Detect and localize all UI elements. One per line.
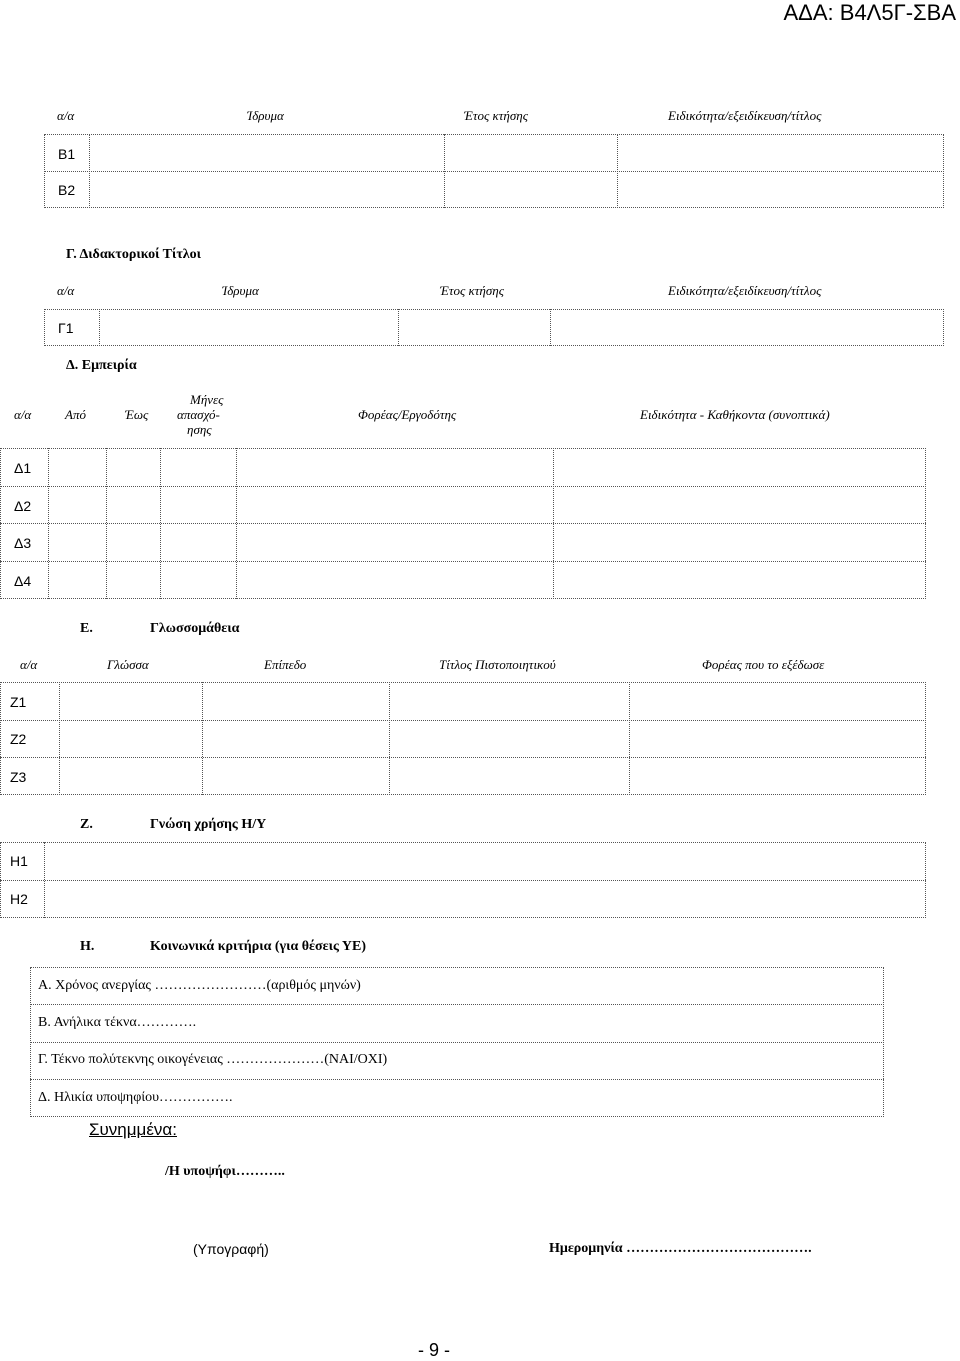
d-col-aa: α/α <box>14 407 32 422</box>
z-row-1: Η1 <box>10 853 28 869</box>
d-row-2: Δ2 <box>14 498 32 514</box>
b-col-year: Έτος κτήσης <box>464 108 528 123</box>
d-row-1: Δ1 <box>14 460 32 476</box>
b-row-1: Β1 <box>58 146 76 162</box>
e-row-1: Ζ1 <box>10 694 27 710</box>
section-z-letter: Ζ. <box>80 817 93 832</box>
e-col-level: Επίπεδο <box>264 657 307 672</box>
e-row-2: Ζ2 <box>10 731 27 747</box>
c-table <box>44 309 944 346</box>
h-row-age: Δ. Ηλικία υποψηφίου……………. <box>38 1090 233 1105</box>
section-e-letter: Ε. <box>80 621 93 636</box>
section-c-title: Γ. Διδακτορικοί Τίτλοι <box>66 247 202 262</box>
d-col-from: Από <box>65 407 86 422</box>
d-col-months-3: ησης <box>187 422 212 437</box>
b-col-specialty: Ειδικότητα/εξειδίκευση/τίτλος <box>668 108 822 123</box>
d-col-employer: Φορέας/Εργοδότης <box>358 407 457 422</box>
b-row-2: Β2 <box>58 182 76 198</box>
section-h-title: Κοινωνικά κριτήρια (για θέσεις ΥΕ) <box>150 939 366 954</box>
section-z-title: Γνώση χρήσης Η/Υ <box>150 817 267 832</box>
e-col-aa: α/α <box>20 657 38 672</box>
e-col-issuer: Φορέας που το εξέδωσε <box>702 657 825 672</box>
c-col-year: Έτος κτήσης <box>440 283 504 298</box>
attachments-label: Συνημμένα: <box>89 1120 177 1139</box>
c-col-aa: α/α <box>57 283 75 298</box>
e-col-language: Γλώσσα <box>107 657 149 672</box>
e-col-certificate: Τίτλος Πιστοποιητικού <box>439 657 556 672</box>
b-col-aa: α/α <box>57 108 75 123</box>
h-row-large-family: Γ. Τέκνο πολύτεκνης οικογένειας …………………(ΝΑΙ/ΟΧΙ) <box>38 1052 388 1067</box>
c-row-1: Γ1 <box>58 320 74 336</box>
d-row-3: Δ3 <box>14 535 32 551</box>
h-row-unemployment: Α. Χρόνος ανεργίας ……………………(αριθμός μηνών) <box>38 978 361 993</box>
c-col-institution: Ίδρυμα <box>222 283 259 298</box>
e-table <box>0 682 926 795</box>
h-row-minor-children: Β. Ανήλικα τέκνα…………. <box>38 1015 197 1030</box>
d-row-4: Δ4 <box>14 573 32 589</box>
section-d-title: Δ. Εμπειρία <box>66 358 137 373</box>
b-col-institution: Ίδρυμα <box>247 108 284 123</box>
section-h-letter: Η. <box>80 939 95 954</box>
z-row-2: Η2 <box>10 891 28 907</box>
signature-label: (Υπογραφή) <box>193 1241 269 1257</box>
d-col-months-1: Μήνες <box>190 392 224 407</box>
e-row-3: Ζ3 <box>10 769 27 785</box>
date-label: Ημερομηνία …………………………………. <box>549 1241 812 1256</box>
candidate-label: /Η υποψήφι……….. <box>165 1164 285 1179</box>
d-col-months-2: απασχό- <box>177 407 220 422</box>
page-number: - 9 - <box>418 1340 451 1360</box>
c-col-specialty: Ειδικότητα/εξειδίκευση/τίτλος <box>668 283 822 298</box>
d-col-duties: Ειδικότητα - Καθήκοντα (συνοπτικά) <box>640 407 830 422</box>
d-col-to: Έως <box>125 407 149 422</box>
section-e-title: Γλωσσομάθεια <box>150 621 240 636</box>
ada-code: ΑΔΑ: Β4Λ5Γ-ΣΒΑ <box>783 0 956 25</box>
